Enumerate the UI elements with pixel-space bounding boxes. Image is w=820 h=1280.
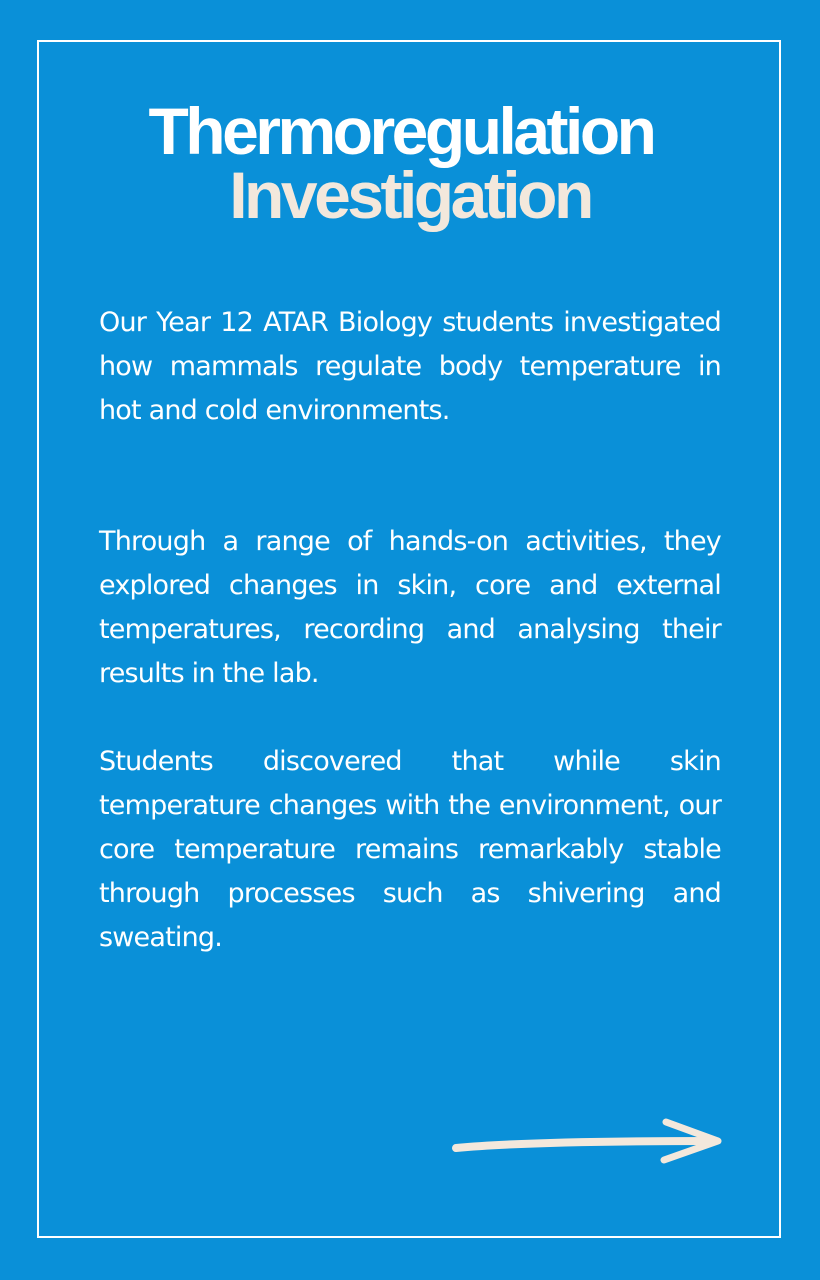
paragraph-intro: Our Year 12 ATAR Biology students investigated how mammals regulate body temperature in hot and cold environments. bbox=[99, 307, 721, 426]
right-arrow-icon[interactable] bbox=[450, 1112, 730, 1172]
title-line-1: Thermoregulation bbox=[148, 94, 654, 168]
title-line-2: Investigation bbox=[229, 158, 591, 232]
paragraph-findings: Students discovered that while skin temperature changes with the environment, our core temperature remains remarkably stable through processes such as shivering and sweating. bbox=[99, 746, 721, 953]
paragraph-activities: Through a range of hands-on activities, they explored changes in skin, core and external temperatures, recording and analysing their results in the lab. bbox=[99, 526, 721, 689]
